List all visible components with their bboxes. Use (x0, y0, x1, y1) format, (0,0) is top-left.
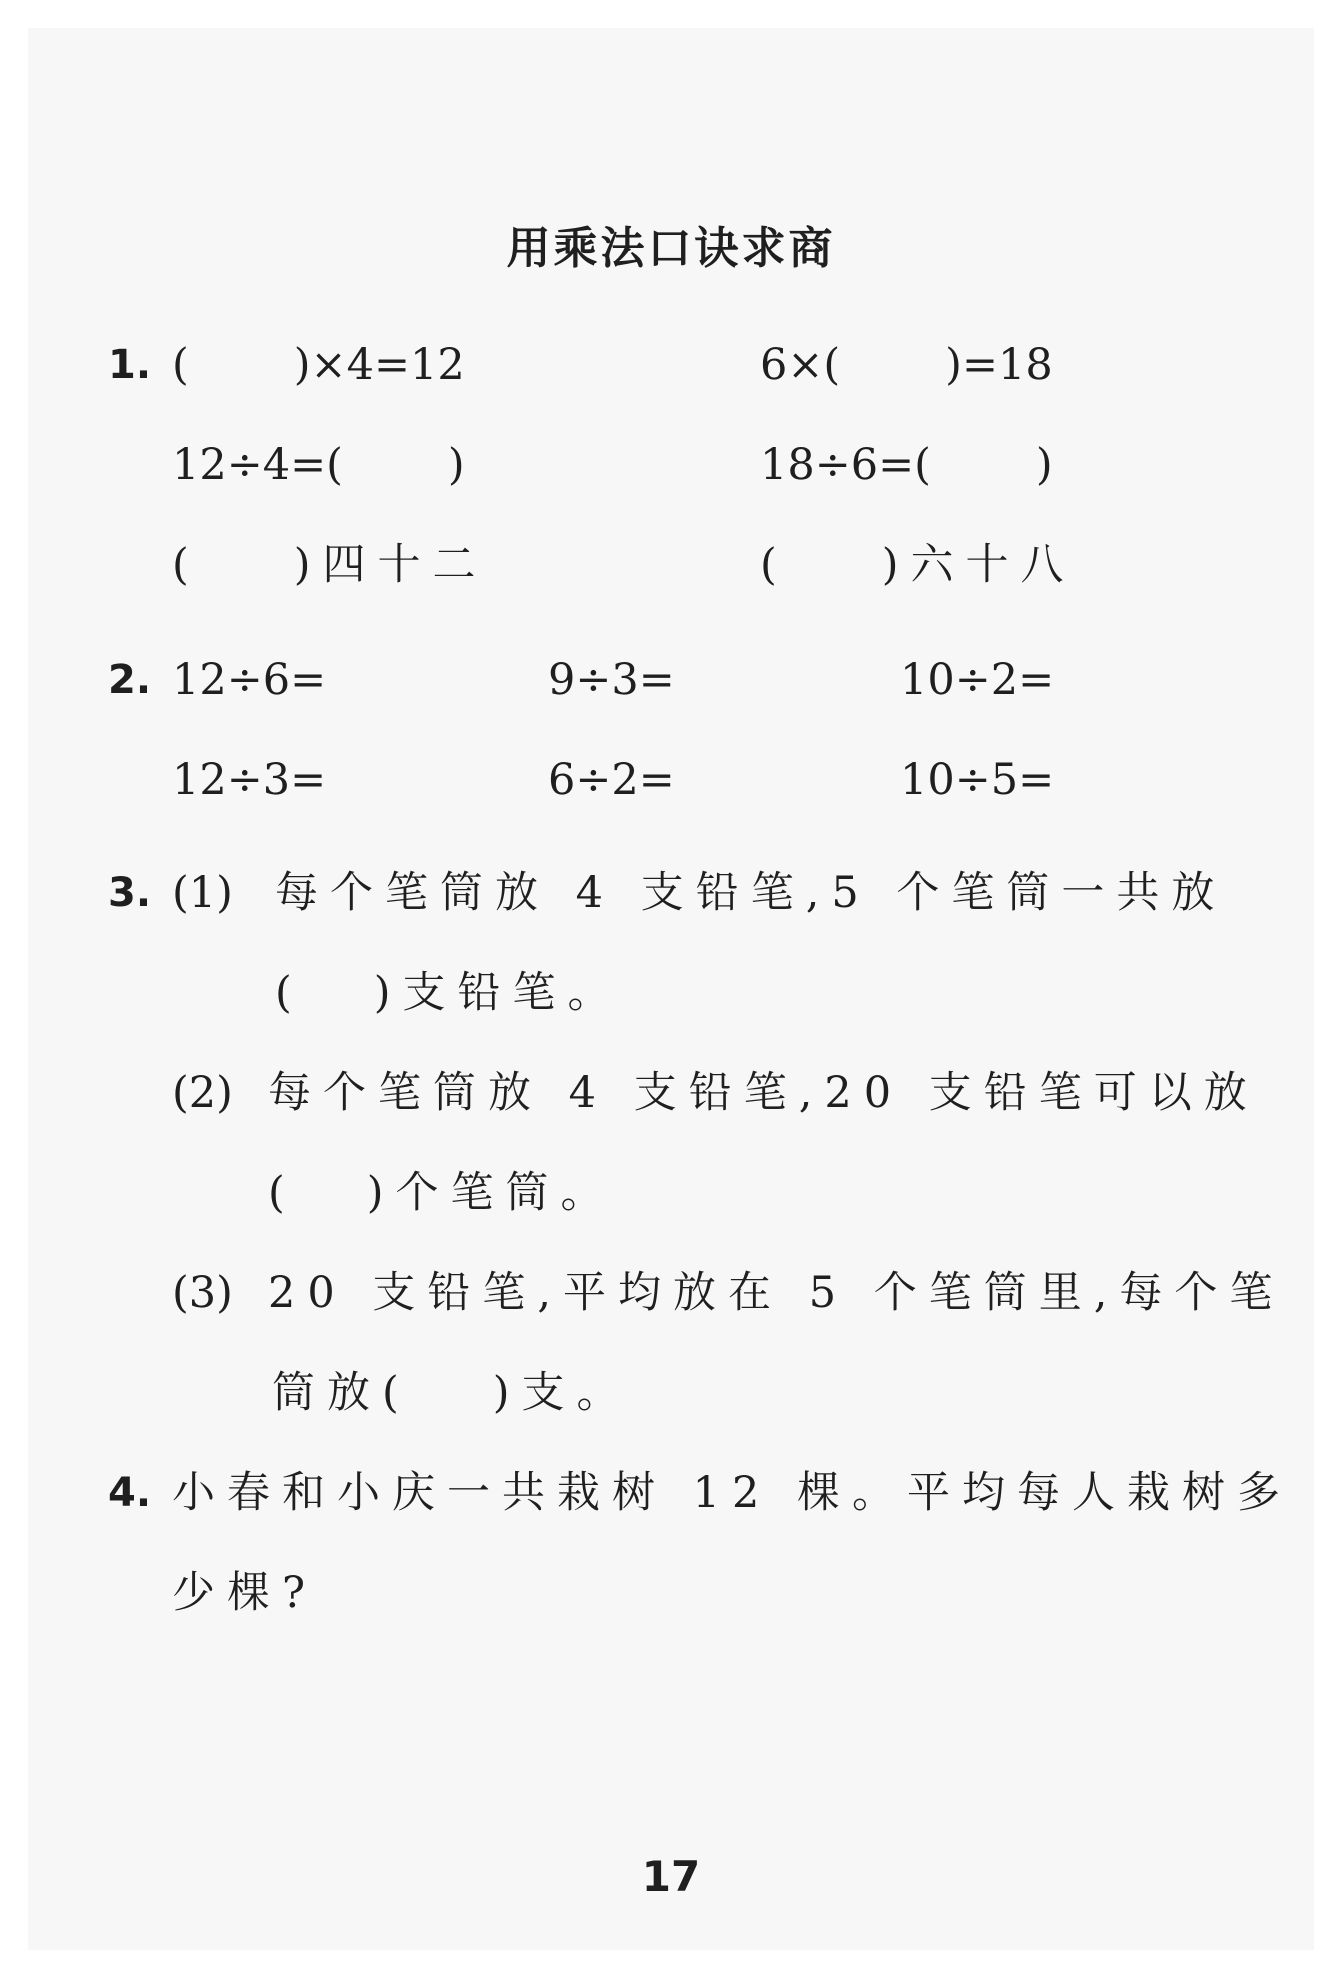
q1-b1 (760, 340, 1053, 390)
q1-a3-close: )四十二 (293, 540, 488, 590)
q1-a3-open: ( (172, 540, 189, 590)
q3-p3-open: 筒放( (272, 1368, 411, 1418)
q3-p1-line2 (275, 968, 623, 1018)
page-background (28, 28, 1314, 1950)
q3-p2-line1: 每个笔筒放 4 支铅笔,20 支铅笔可以放 (268, 1068, 1259, 1118)
q1-b3-close: )六十八 (881, 540, 1076, 590)
q2-r1c3: 10÷2= (900, 655, 1055, 705)
q3-p3-line1: 20 支铅笔,平均放在 5 个笔筒里,每个笔 (268, 1268, 1285, 1318)
page-number: 17 (641, 1852, 701, 1901)
q4-line2: 少棵? (172, 1568, 318, 1618)
q3-p2-close: )个笔筒。 (366, 1168, 616, 1218)
q3-p1-close: )支铅笔。 (373, 968, 623, 1018)
q1-a3 (172, 540, 488, 590)
q2-r1c2: 9÷3= (548, 655, 675, 705)
q2-r2c1: 12÷3= (172, 755, 327, 805)
q1-a1-close: )×4=12 (293, 340, 465, 390)
q1-b3 (760, 540, 1076, 590)
q3-p3-line2 (272, 1368, 632, 1418)
q1-a2-text: 12÷4=( (172, 440, 343, 490)
q2-r2c3: 10÷5= (900, 755, 1055, 805)
q3-p2-label: (2) (172, 1068, 233, 1118)
q1-a2-close: ) (447, 440, 465, 490)
q1-b1-close: )=18 (945, 340, 1053, 390)
q2-r2c2: 6÷2= (548, 755, 675, 805)
q3-number: 3. (108, 870, 152, 916)
page-title: 用乘法口诀求商 (506, 223, 836, 274)
q3-p1-open: ( (275, 968, 292, 1018)
q1-a2 (172, 440, 465, 490)
q4-number: 4. (108, 1470, 152, 1516)
q3-p2-line2 (268, 1168, 616, 1218)
q1-b3-open: ( (760, 540, 777, 590)
q1-b2 (760, 440, 1053, 490)
q1-b2-text: 18÷6=( (760, 440, 931, 490)
q1-number: 1. (108, 342, 152, 388)
q3-p1-line1: 每个笔筒放 4 支铅笔,5 个笔筒一共放 (275, 868, 1227, 918)
q1-a1-open: ( (172, 340, 189, 390)
q1-a1 (172, 340, 465, 390)
q1-b1-open: 6×( (760, 340, 841, 390)
q3-p3-close: )支。 (492, 1368, 632, 1418)
q1-b2-close: ) (1035, 440, 1053, 490)
q4-line1: 小春和小庆一共栽树 12 棵。平均每人栽树多 (172, 1468, 1293, 1518)
q3-p3-label: (3) (172, 1268, 233, 1318)
q2-number: 2. (108, 657, 152, 703)
q3-p2-open: ( (268, 1168, 285, 1218)
q2-r1c1: 12÷6= (172, 655, 327, 705)
q3-p1-label: (1) (172, 868, 233, 918)
